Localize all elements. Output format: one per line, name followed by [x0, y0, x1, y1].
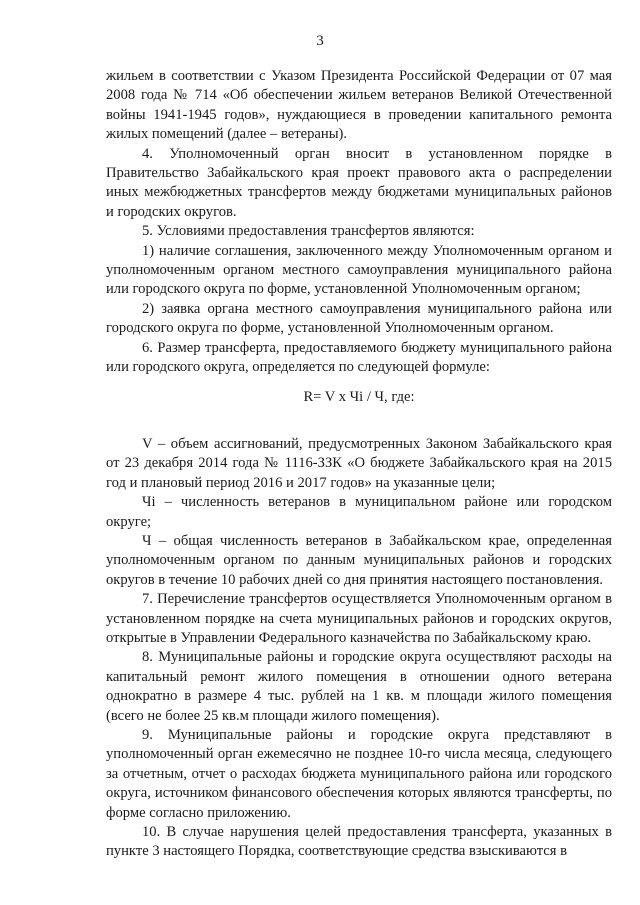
paragraph-continuation: жильем в соответствии с Указом Президента Российской Федерации от 07 мая 2008 года № 714 «Об обеспечении жильем ветеранов Великой Отечественной войны 1941-1945 годов», нуждающиеся в проведении капитального ремонта жилых помещений (далее – ветераны). — [106, 68, 612, 143]
paragraph-item-9: 9. Муниципальные районы и городские округа представляют в уполномоченный орган ежемесячно не позднее 10-го числа месяца, следующего за отчетным, отчет о расходах бюджета муниципального района или городского округа, источником финансового обеспечения которых являются трансферты, по форме согласно приложению. — [106, 727, 612, 821]
document-body — [106, 67, 612, 862]
paragraph-item-8: 8. Муниципальные районы и городские округа осуществляют расходы на капитальный ремонт жилого помещения в отношении одного ветерана однократно в размере 4 тыс. рублей на 1 кв. м площади жилого помещения (всего не более 25 кв.м площади жилого помещения). — [106, 649, 612, 724]
paragraph-condition-1: 1) наличие соглашения, заключенного между Уполномоченным органом и уполномоченным органом местного самоуправления муниципального района или городского округа по форме, установленной Уполномоченным органом; — [106, 242, 612, 298]
paragraph-item-7: 7. Перечисление трансфертов осуществляется Уполномоченным органом в установленном порядке на счета муниципальных районов и городских округов, открытые в Управлении Федерального казначейства по Забайкальскому краю. — [106, 591, 612, 646]
paragraph-item-10: 10. В случае нарушения целей предоставления трансферта, указанных в пункте 3 настоящего Порядка, соответствующие средства взыскиваются в — [106, 824, 612, 860]
page-number: 3 — [316, 33, 324, 49]
paragraph-condition-2: 2) заявка органа местного самоуправления муниципального района или городского округа по форме, установленной Уполномоченным органом. — [106, 300, 612, 337]
paragraph-item-4: 4. Уполномоченный орган вносит в установленном порядке в Правительство Забайкальского края проект правового акта о распределении иных межбюджетных трансфертов между бюджетами муниципальных районов и городских округов. — [106, 145, 612, 220]
formula: R= V х Чi / Ч, где: — [303, 388, 415, 405]
definition-chi: Чi – численность ветеранов в муниципальном районе или городском округе; — [106, 494, 612, 530]
definition-ch: Ч – общая численность ветеранов в Забайкальском крае, определенная уполномоченным органом по данным муниципальных районов и городских округов в течение 10 рабочих дней со дня принятия настоящего постановления. — [106, 532, 612, 588]
paragraph-item-6: 6. Размер трансферта, предоставляемого бюджету муниципального района или городского округа, определяется по следующей формуле: — [106, 339, 612, 376]
paragraph-item-5: 5. Условиями предоставления трансфертов являются: — [142, 223, 475, 240]
definition-v: V – объем ассигнований, предусмотренных Законом Забайкальского края от 23 декабря 2014 года № 1116-ЗЗК «О бюджете Забайкальского края на 2015 год и плановый период 2016 и 2017 годов» на указанные цели; — [106, 435, 612, 491]
